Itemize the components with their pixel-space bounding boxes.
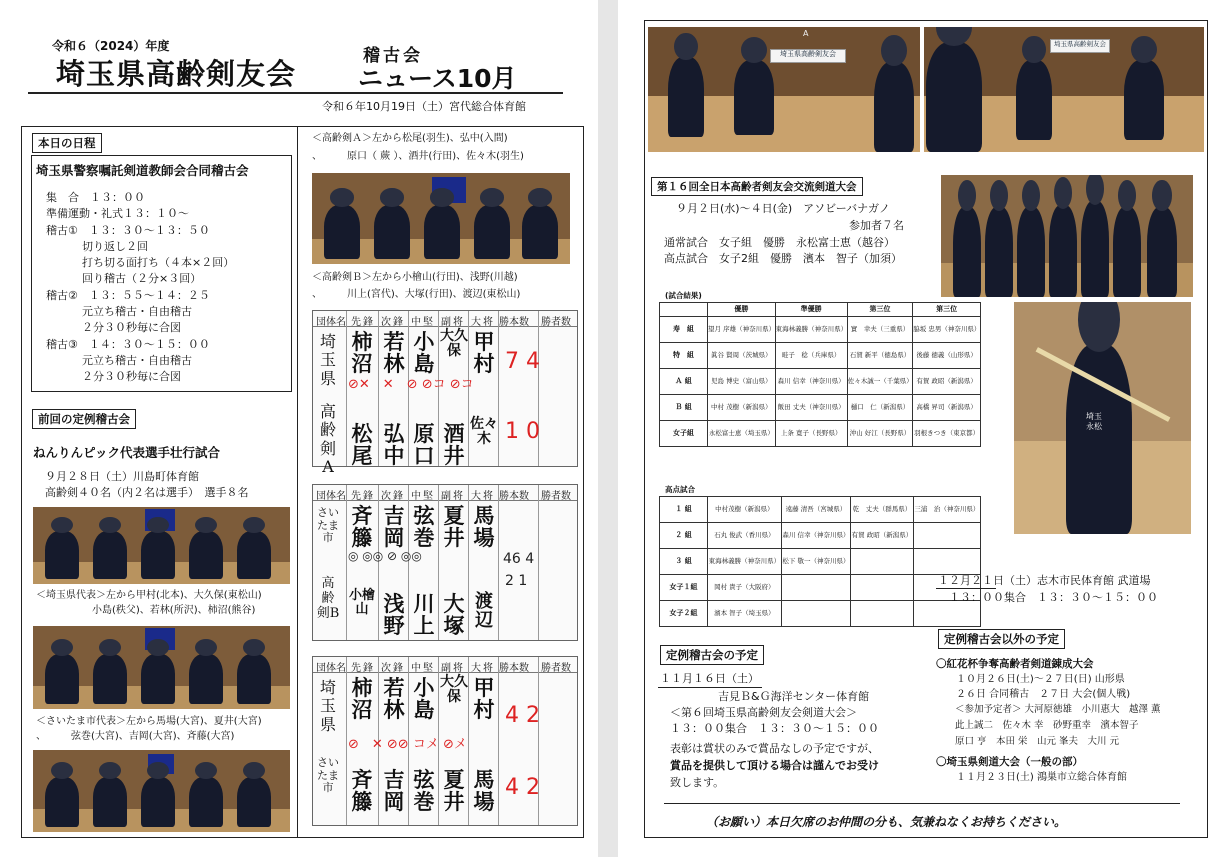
results-caption: (試合結果): [665, 291, 702, 300]
notice-rule: [664, 803, 1180, 804]
schedule-line: ２分３０秒毎に合図: [60, 370, 181, 384]
result-cell: 永松富士恵（埼玉県）: [708, 421, 776, 447]
row-label: １ 組: [660, 497, 708, 523]
caption-pref: 小島(秩父)、若林(所沢)、柿沼(熊谷): [92, 605, 256, 616]
schedule-line: 吉見Ｂ&Ｇ海洋センター体育館: [718, 690, 870, 703]
schedule-line: １３：００集合 １３：３０～１５：００: [670, 722, 879, 735]
result-cell: 樋口 仁（新潟県）: [847, 395, 913, 421]
schedule-list: [46, 190, 234, 386]
result-cell: 高橋 昇司（新潟県）: [913, 395, 981, 421]
caption-city: 、 弦巻(大宮)、吉岡(大宮)、斉藤(大宮): [36, 731, 235, 742]
previous-heading: 前回の定例稽古会: [32, 409, 136, 429]
schedule-line: ＜第６回埼玉県高齢剣友会剣道大会＞: [670, 706, 857, 719]
other-line: １１月２３日(土) 鴻巣市立総合体育館: [936, 772, 1127, 783]
table-row: [660, 549, 981, 575]
high-point-caption: 高点試合: [665, 485, 695, 494]
schedule-line: 切り返し２回: [60, 239, 148, 253]
results-table: [659, 302, 981, 447]
result-cell: [781, 575, 850, 601]
schedule-line: 回り稽古（２分×３回）: [60, 272, 202, 286]
team-photo-a: [312, 173, 570, 264]
team-photo-extra: [33, 750, 290, 832]
title-rule: [28, 92, 563, 94]
result-cell: 乾 丈夫（群馬県）: [851, 497, 914, 523]
national-line: 高点試合 女子2組 優勝 濱本 智子（加須）: [664, 252, 902, 265]
right-page: [618, 0, 1225, 857]
december-line: １２月２１日（土）志木市民体育館 武道場: [938, 574, 1151, 587]
result-cell: [851, 575, 914, 601]
other-line: ２６日 合同稽古 ２７日 大会(個人戦): [936, 689, 1131, 700]
schedule-line: 打ち切る面打ち（４本×２回）: [60, 256, 235, 270]
result-cell: [781, 601, 850, 627]
row-label: 女子２組: [660, 601, 708, 627]
other-line: １０月２６日(土)～２７日(日) 山形県: [936, 674, 1125, 685]
result-cell: 岡村 貴子（大阪府）: [708, 575, 782, 601]
table-row: [660, 601, 981, 627]
december-line: １３：００集合 １３：３０～１５：００: [938, 591, 1158, 604]
score-header: 団体名 先 鋒 次 鋒 中 堅 副 将 大 将 勝本数 勝者数: [313, 657, 577, 673]
team-name: 埼玉県: [319, 332, 336, 388]
result-cell: 有賀 政昭（新潟県）: [851, 523, 914, 549]
result-cell: 眞谷 賢周（茨城県）: [708, 343, 776, 369]
result-cell: 上条 寛子（長野県）: [775, 421, 847, 447]
notice-text: （お願い）本日欠席のお仲間の分も、気兼ねなくお持ちください。: [706, 815, 1067, 829]
row-label: 特 組: [660, 343, 708, 369]
other-line: 〇紅花杯争奪高齢者剣道錬成大会: [936, 658, 1094, 670]
national-heading: 第１６回全日本高齢者剣友会交流剣道大会: [651, 177, 863, 196]
previous-line: 高齢剣４０名（内２名は選手） 選手８名: [45, 486, 249, 499]
result-cell: 松下 敬一（神奈川県）: [781, 549, 850, 575]
national-line: ９月２日(水)～４日(金) アソビーバナガノ: [676, 202, 890, 215]
row-label: 寿 組: [660, 317, 708, 343]
team-name: 高齢剣B: [316, 576, 340, 621]
caption-a: 、 原口（ 蕨 ）、酒井(行田)、佐々木(羽生): [312, 151, 524, 162]
table-row: [660, 395, 981, 421]
news-month: ニュース10月: [358, 64, 517, 93]
result-cell: 佐々木誠一（千葉県）: [847, 369, 913, 395]
table-row: [660, 369, 981, 395]
schedule-line: 稽古② １３：５５～１４：２５: [46, 288, 210, 302]
table-row: [660, 343, 981, 369]
result-cell: 東海林義勝（神奈川県）: [775, 317, 847, 343]
table-row: [660, 497, 981, 523]
team-photo-city: [33, 626, 290, 709]
result-cell: 有賀 政昭（新潟県）: [913, 369, 981, 395]
scoreboard-1: 団体名 先 鋒 次 鋒 中 堅 副 将 大 将 勝本数 勝者数 埼玉県 高齢剣A 柿沼 若林 小島 大久保 甲村 7 4 ⊘✕ ✕ ⊘ ⊘コ ⊘コ 松尾 弘中 原口 酒井 佐々木 1 0: [312, 310, 578, 467]
other-line: 原口 亨 本田 栄 山元 峯夫 大川 元: [936, 736, 1120, 747]
other-line: 〇埼玉県剣道大会（一般の部）: [936, 756, 1083, 768]
score-header: 団体名 先 鋒 次 鋒 中 堅 副 将 大 将 勝本数 勝者数: [313, 485, 577, 501]
schedule-line: 表彰は賞状のみで賞品なしの予定ですが、: [670, 742, 879, 755]
result-cell: 石賀 新平（徳島県）: [847, 343, 913, 369]
schedule-line: 集 合 １３：００: [46, 191, 145, 204]
other-line: 此上誠二 佐々木 幸 砂野重幸 濱本智子: [936, 720, 1139, 731]
caption-b: 、 川上(宮代)、大塚(行田)、渡辺(東松山): [312, 289, 521, 300]
result-cell: 沖山 好江（長野県）: [847, 421, 913, 447]
result-cell: 羽根きつき（東京都）: [913, 421, 981, 447]
score-header: 団体名 先 鋒 次 鋒 中 堅 副 将 大 将 勝本数 勝者数: [313, 311, 577, 327]
team-photo-saitama: [33, 507, 290, 584]
date-underline: [936, 588, 996, 589]
schedule-line: ２分３０秒毎に合図: [60, 321, 181, 335]
schedule-line: 元立ち稽古・自由稽古: [60, 353, 192, 367]
team-name: 埼玉県: [319, 678, 336, 734]
club-title: 埼玉県高齢剣友会: [56, 57, 297, 91]
caption-a: ＜高齢剣Ａ＞左から松尾(羽生)、弘中(入間): [312, 133, 508, 144]
result-cell: 中村 茂樹（新潟県）: [708, 395, 776, 421]
result-cell: [851, 601, 914, 627]
news-label: 稽古会: [363, 46, 423, 66]
issue-date: 令和６年10月19日（土）宮代総合体育館: [322, 100, 526, 113]
row-label: ２ 組: [660, 523, 708, 549]
result-cell: [851, 549, 914, 575]
result-cell: 後藤 徳義（山形県）: [913, 343, 981, 369]
today-heading: 本日の日程: [32, 133, 102, 153]
schedule-line: 稽古③ １４：３０～１５：００: [46, 337, 210, 351]
result-cell: 濱本 智子（埼玉県）: [708, 601, 782, 627]
schedule-line: １１月１６日（土）: [660, 672, 759, 685]
caption-city: ＜さいたま市代表＞左から馬場(大宮)、夏井(大宮): [36, 716, 262, 727]
result-cell: [913, 549, 980, 575]
row-label: ３ 組: [660, 549, 708, 575]
result-cell: 中村茂樹（新潟県）: [708, 497, 782, 523]
result-cell: 畦子 稔（兵庫県）: [775, 343, 847, 369]
result-cell: 脇坂 忠男（神奈川県）: [913, 317, 981, 343]
result-cell: [913, 523, 980, 549]
left-page: [0, 0, 598, 857]
team-name: 高齢剣A: [319, 402, 336, 477]
schedule-line: 元立ち稽古・自由稽古: [60, 305, 192, 319]
result-cell: 児島 博史（富山県）: [708, 369, 776, 395]
result-cell: 望月 序雄（神奈川県）: [708, 317, 776, 343]
table-row: [660, 575, 981, 601]
result-cell: 森川 信幸（神奈川県）: [775, 369, 847, 395]
national-line: 通常試合 女子組 優勝 永松富士恵（越谷）: [664, 236, 895, 249]
schedule-line: 賞品を提供して頂ける場合は謹んでお受け: [670, 759, 879, 772]
result-cell: 石丸 俊武（香川県）: [708, 523, 782, 549]
scoreboard-2: 団体名 先 鋒 次 鋒 中 堅 副 将 大 将 勝本数 勝者数 さいたま市 高齢剣B 斉籐 吉岡 弦巻 夏井 馬場 46 4 ◎ ◎◎ ⊘ ◎◎ 小檜山 浅野 川上 大塚 渡辺 2 1: [312, 484, 578, 641]
table-row: [660, 317, 981, 343]
table-row: [660, 523, 981, 549]
schedule-heading: 定例稽古会の予定: [660, 645, 764, 665]
match-photo-1: 埼玉県高齢剣友会 A: [648, 27, 920, 152]
row-label: Ｂ 組: [660, 395, 708, 421]
caption-pref: ＜埼玉県代表＞左から甲村(北本)、大久保(東松山): [36, 590, 262, 601]
other-line: ＜参加予定者＞ 大河原徳雄 小川惠大 越澤 薫: [936, 704, 1161, 715]
column-divider: [297, 126, 298, 838]
previous-line: ９月２８日（土）川島町体育館: [45, 470, 199, 483]
other-heading: 定例稽古会以外の予定: [938, 629, 1065, 649]
team-name: さいたま市: [317, 756, 339, 795]
row-label: 女子１組: [660, 575, 708, 601]
table-header-row: 優勝 準優勝 第三位 第三位: [660, 303, 981, 317]
table-row: [660, 421, 981, 447]
joint-title: 埼玉県警察嘱託剣道教師会合同稽古会: [36, 163, 249, 178]
result-cell: 森川 信幸（神奈川県）: [781, 523, 850, 549]
result-cell: 三浦 治（神奈川県）: [913, 497, 980, 523]
team-name: さいたま市: [317, 506, 339, 545]
match-photo-2: 埼玉県高齢剣友会: [924, 27, 1204, 152]
row-label: Ａ 組: [660, 369, 708, 395]
caption-b: ＜高齢剣Ｂ＞左から小檜山(行田)、浅野(川越): [312, 272, 518, 283]
national-line: 参加者７名: [849, 219, 904, 232]
schedule-line: 致します。: [670, 776, 725, 789]
previous-title: ねんりんピック代表選手壮行試合: [33, 445, 221, 460]
result-cell: 飯田 丈夫（神奈川県）: [775, 395, 847, 421]
result-cell: 遠藤 清吾（宮城県）: [781, 497, 850, 523]
scoreboard-3: 団体名 先 鋒 次 鋒 中 堅 副 将 大 将 勝本数 勝者数 埼玉県 さいたま市 柿沼 若林 小島 大久保 甲村 4 2 ⊘ ✕ ⊘⊘ コメ ⊘メ 斉籐 吉岡 弦巻 夏井 馬場 4 2: [312, 656, 578, 826]
result-cell: 實 幸夫（三重県）: [847, 317, 913, 343]
medalists-photo: [941, 175, 1193, 297]
result-cell: 東海林義勝（神奈川県）: [708, 549, 782, 575]
schedule-line: 稽古① １３：３０～１３：５０: [46, 223, 210, 237]
schedule-line: 準備運動・礼式１３：１０～: [46, 207, 189, 221]
winner-photo: 埼玉 永松: [1014, 302, 1191, 534]
fiscal-year: 令和６（2024）年度: [52, 39, 170, 53]
row-label: 女子組: [660, 421, 708, 447]
high-point-table: [659, 496, 981, 627]
date-underline: [658, 687, 762, 688]
